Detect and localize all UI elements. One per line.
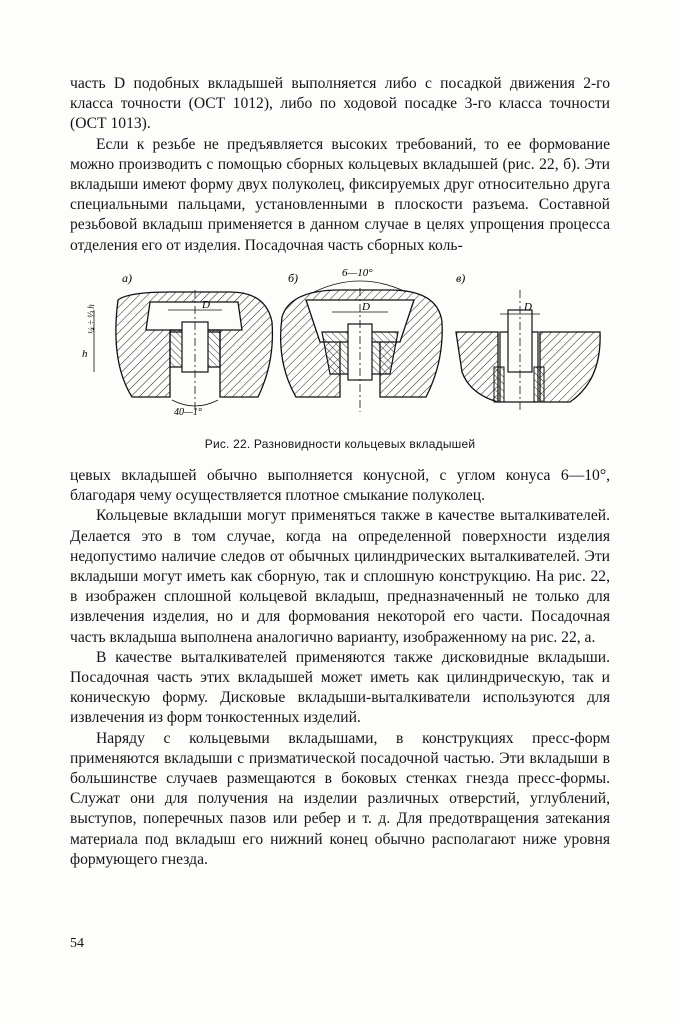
paragraph-4: В качестве выталкивателей применяются также дисковидные вкладыши. Посадочная часть этих вкладышей может иметь как цилиндрическую, так и коническую форму. Дисковые вкладыши-выталкиватели используются для извлечения из форм тонкостенных изделий. xyxy=(70,648,610,727)
panel-c-label: в) xyxy=(456,271,466,285)
text-top xyxy=(70,74,610,256)
page-number: 54 xyxy=(70,936,84,951)
panel-a-label: а) xyxy=(122,271,132,285)
panel-c-ring-right xyxy=(534,367,544,402)
panel-a-angle: 40—1° xyxy=(174,407,202,418)
paragraph-2: цевых вкладышей обычно выполняется конусной, с углом конуса 6—10°, благодаря чему осуществляется плотное смыкание полуколец. xyxy=(70,467,610,505)
figure-22 xyxy=(70,262,610,452)
figure-caption: Рис. 22. Разновидности кольцевых вкладышей xyxy=(204,437,476,451)
top-paragraph: часть D подобных вкладышей выполняется либо с посадкой движения 2-го класса точности (ОСТ 1012), либо по ходовой посадке 3-го класса точности (ОСТ 1013). xyxy=(70,75,610,133)
paragraph-1: Если к резьбе не предъявляется высоких требований, то ее формование можно производить с помощью сборных кольцевых вкладышей (рис. 22, б). Эти вкладыши имеют форму двух полуколец, фиксируемых друг относительно друга специальными пальцами, установленными в плоскости разъема. Составной резьбовой вкладыш применяется в данном случае в целях упрощения процесса отделения его от изделия. Посадочная часть сборных коль- xyxy=(70,135,610,254)
panel-c xyxy=(456,271,600,412)
panel-c-dim-d: D xyxy=(524,301,532,313)
figure-drawing xyxy=(70,262,610,437)
panel-b-angle: 6—10° xyxy=(342,267,373,279)
panel-b xyxy=(281,267,443,412)
panel-a xyxy=(82,271,272,418)
panel-a-dim-h: h xyxy=(82,348,88,360)
panel-b-dim-d: D xyxy=(362,301,370,313)
panel-c-left-body xyxy=(456,332,498,402)
panel-a-dim-d: D xyxy=(202,299,210,311)
panel-b-label: б) xyxy=(288,271,299,285)
panel-c-right-body xyxy=(540,332,600,402)
panel-a-dim-frac: ¼ ÷ ⅓ h xyxy=(86,304,96,334)
text-bottom xyxy=(70,466,610,870)
panel-c-ring-left xyxy=(494,367,504,402)
paragraph-5: Наряду с кольцевыми вкладышами, в конструкциях пресс-форм применяются вкладыши с призматической посадочной частью. Эти вкладыши в большинстве случаев размещаются в боковых стенках гнезда пресс-формы. Служат они для получения на изделии различных отверстий, углублений, выступов, поперечных пазов или ребер и т. д. Для предотвращения затекания материала под вкладыш его нижний конец обычно располагают ниже уровня формующего гнезда. xyxy=(70,729,610,868)
paragraph-3: Кольцевые вкладыши могут применяться также в качестве выталкивателей. Делается это в том случае, когда на определенной поверхности изделия недопустимо наличие следов от обычных цилиндрических выталкивателей. Эти вкладыши могут иметь как сборную, так и сплошную конструкцию. На рис. 22, в изображен сплошной кольцевой вкладыш, предназначенный не только для извлечения изделия, но и для формования некоторой его части. Посадочная часть вкладыша выполнена аналогично варианту, изображенному на рис. 22, а. xyxy=(70,507,610,646)
